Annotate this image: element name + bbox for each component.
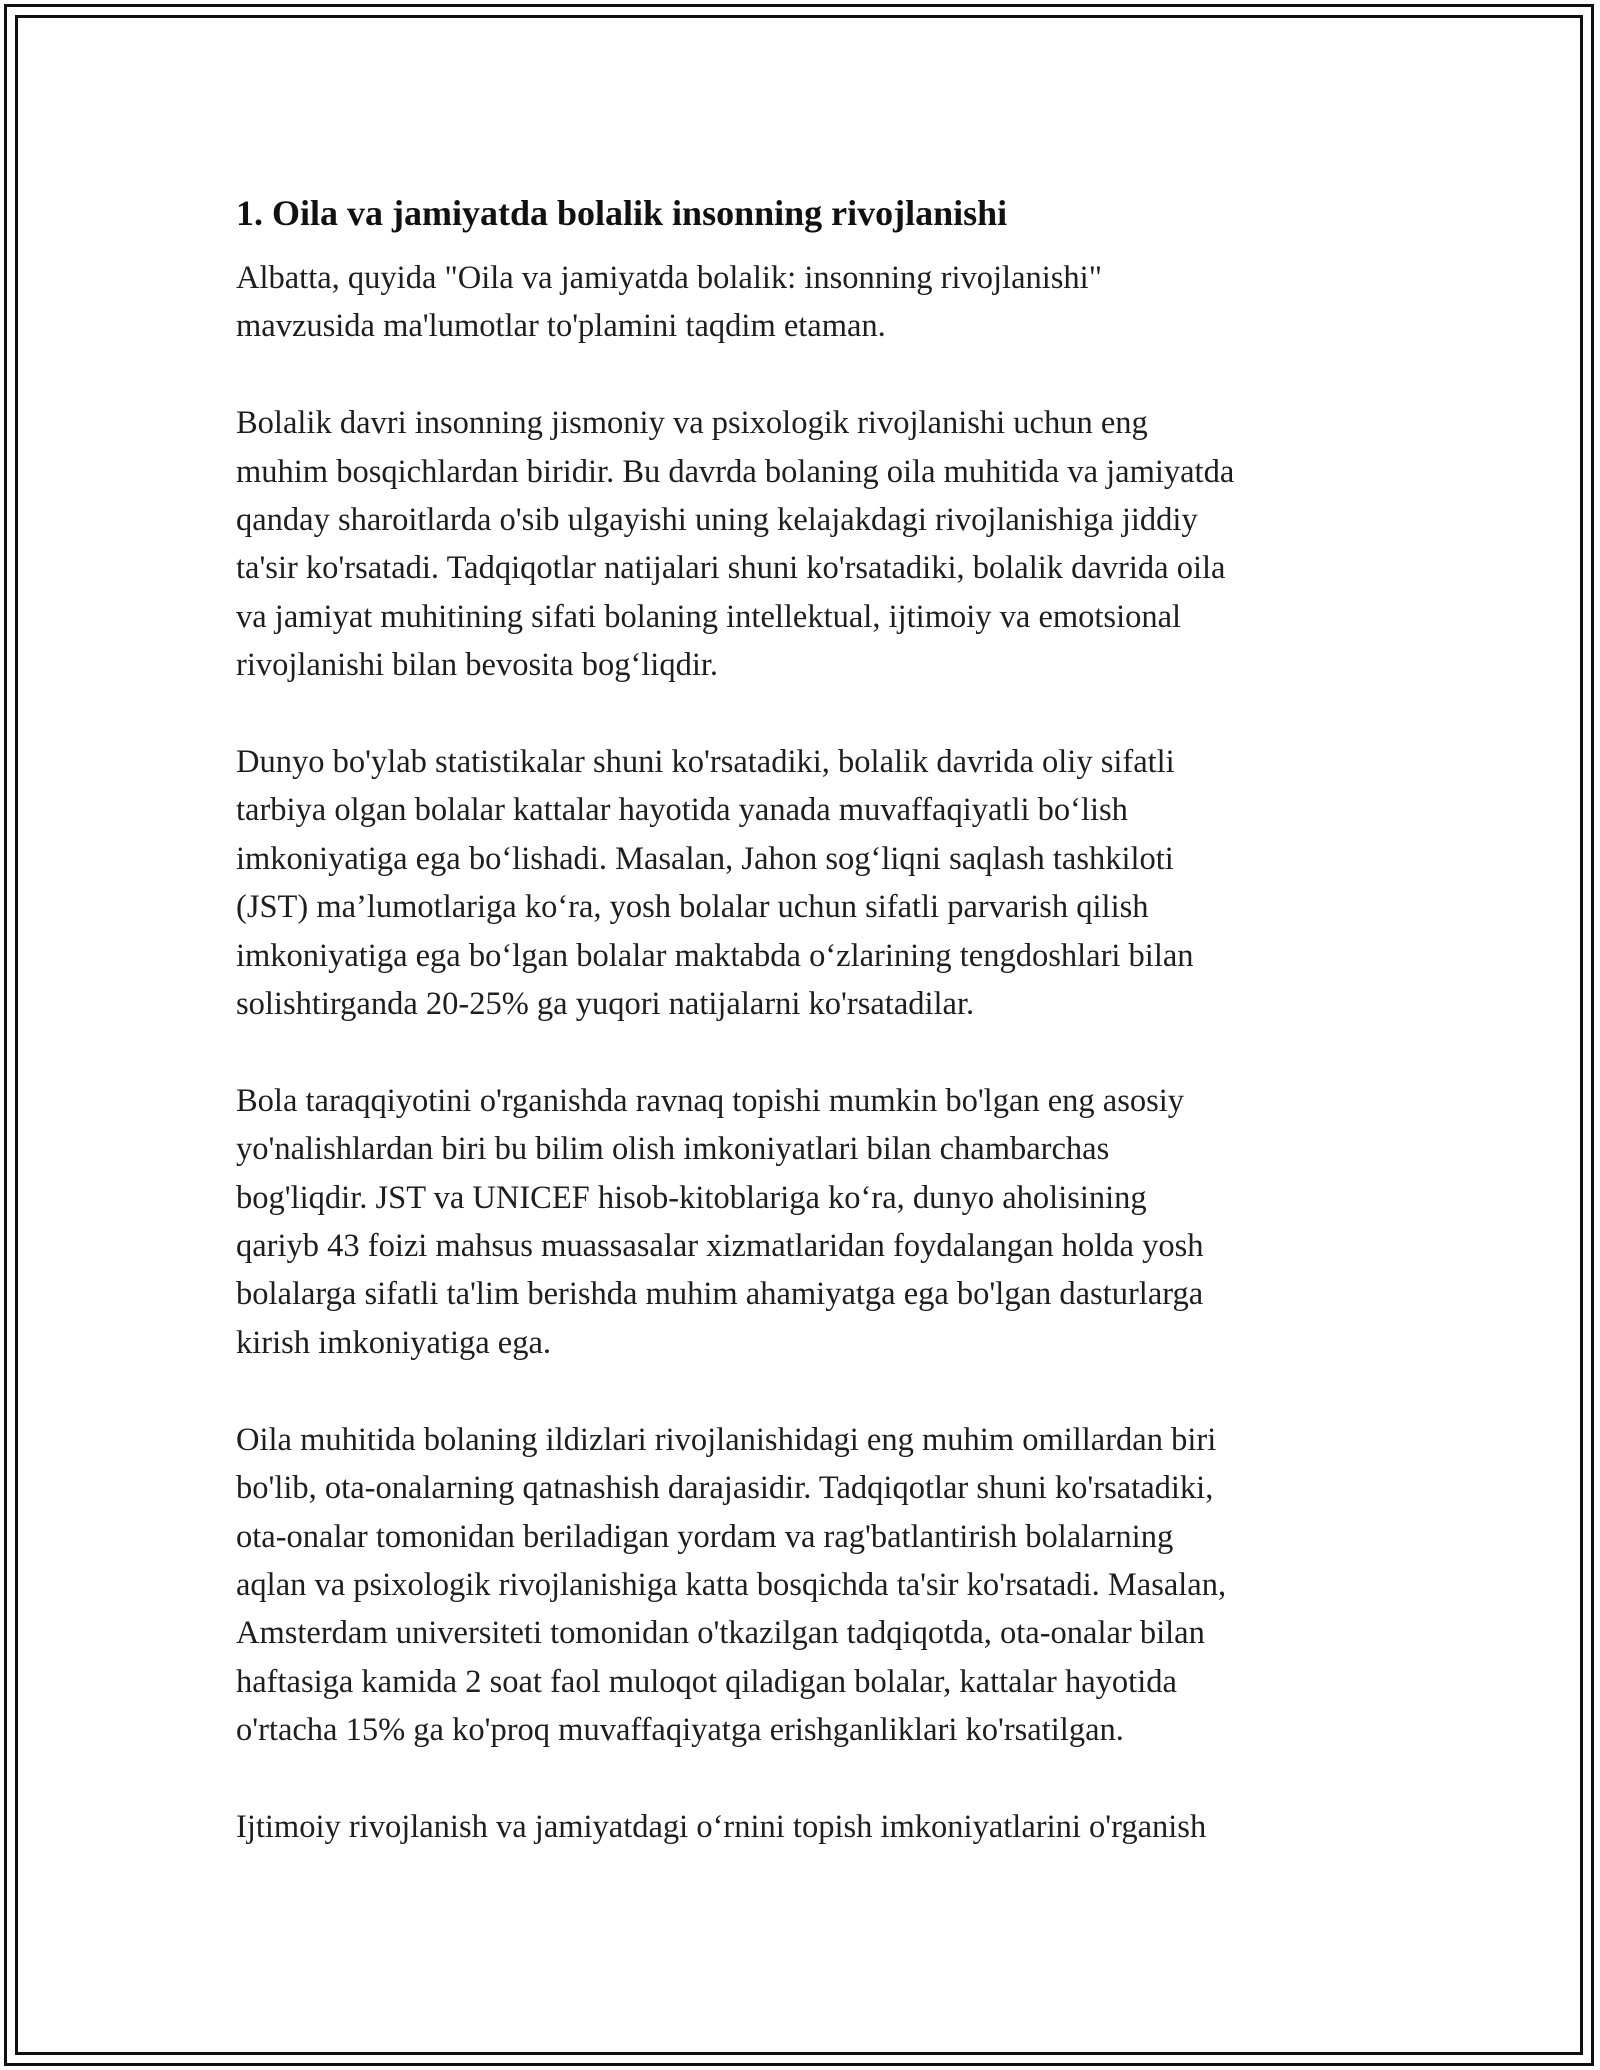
paragraph-education (236, 1077, 1376, 1367)
section-heading: 1. Oila va jamiyatda bolalik insonning rivojlanishi (236, 193, 1008, 233)
text-line: imkoniyatiga ega bo‘lgan bolalar maktabda o‘zlarining tengdoshlari bilan (236, 937, 1194, 974)
text-line: haftasiga kamida 2 soat faol muloqot qiladigan bolalar, kattalar hayotida (236, 1663, 1177, 1700)
text-line: Bolalik davri insonning jismoniy va psixologik rivojlanishi uchun eng (236, 405, 1148, 442)
text-line: kirish imkoniyatiga ega. (236, 1324, 552, 1361)
document-body (236, 186, 1376, 1851)
paragraph-gap (236, 1755, 1376, 1803)
paragraph-gap (236, 690, 1376, 738)
text-line: Oila muhitida bolaning ildizlari rivojlanishidagi eng muhim omillardan biri (236, 1421, 1217, 1458)
paragraph-intro (236, 254, 1376, 351)
text-line: Dunyo bo'ylab statistikalar shuni ko'rsatadiki, bolalik davrida oliy sifatli (236, 744, 1175, 781)
paragraph-childhood-period (236, 399, 1376, 689)
text-line: bolalarga sifatli ta'lim berishda muhim ahamiyatga ega bo'lgan dasturlarga (236, 1276, 1204, 1313)
text-line: o'rtacha 15% ga ko'proq muvaffaqiyatga erishganliklari ko'rsatilgan. (236, 1712, 1124, 1749)
text-line: Ijtimoiy rivojlanish va jamiyatdagi o‘rnini topish imkoniyatlarini o'rganish (236, 1808, 1207, 1845)
text-line: rivojlanishi bilan bevosita bog‘liqdir. (236, 647, 719, 684)
text-line: bog'liqdir. JST va UNICEF hisob-kitoblariga ko‘ra, dunyo aholisining (236, 1179, 1147, 1216)
paragraph-statistics (236, 738, 1376, 1028)
text-line: Albatta, quyida "Oila va jamiyatda bolalik: insonning rivojlanishi" (236, 260, 1102, 296)
text-line: solishtirganda 20-25% ga yuqori natijalarni ko'rsatadilar. (236, 986, 975, 1023)
text-line: va jamiyat muhitining sifati bolaning intellektual, ijtimoiy va emotsional (236, 598, 1182, 635)
text-line: (JST) ma’lumotlariga ko‘ra, yosh bolalar uchun sifatli parvarish qilish (236, 889, 1149, 926)
paragraph-family-environment (236, 1416, 1376, 1755)
paragraph-gap (236, 1028, 1376, 1076)
text-line: ta'sir ko'rsatadi. Tadqiqotlar natijalari shuni ko'rsatadiki, bolalik davrida oila (236, 550, 1226, 587)
paragraph-social-development (236, 1803, 1376, 1851)
text-line: ota-onalar tomonidan beriladigan yordam va rag'batlantirish bolalarning (236, 1518, 1174, 1555)
paragraph-gap (236, 351, 1376, 399)
text-line: bo'lib, ota-onalarning qatnashish darajasidir. Tadqiqotlar shuni ko'rsatadiki, (236, 1470, 1214, 1507)
text-line: yo'nalishlardan biri bu bilim olish imkoniyatlari bilan chambarchas (236, 1131, 1110, 1168)
text-line: muhim bosqichlardan biridir. Bu davrda bolaning oila muhitida va jamiyatda (236, 453, 1235, 490)
text-line: aqlan va psixologik rivojlanishiga katta bosqichda ta'sir ko'rsatadi. Masalan, (236, 1566, 1227, 1603)
text-line: Amsterdam universiteti tomonidan o'tkazilgan tadqiqotda, ota-onalar bilan (236, 1615, 1205, 1652)
text-line: tarbiya olgan bolalar kattalar hayotida yanada muvaffaqiyatli bo‘lish (236, 792, 1128, 829)
paragraph-gap (236, 1367, 1376, 1415)
text-line: mavzusida ma'lumotlar to'plamini taqdim etaman. (236, 308, 886, 345)
text-line: qanday sharoitlarda o'sib ulgayishi uning kelajakdagi rivojlanishiga jiddiy (236, 502, 1198, 539)
text-line: imkoniyatiga ega bo‘lishadi. Masalan, Jahon sog‘liqni saqlash tashkiloti (236, 840, 1174, 877)
text-line: qariyb 43 foizi mahsus muassasalar xizmatlaridan foydalangan holda yosh (236, 1228, 1204, 1265)
text-line: Bola taraqqiyotini o'rganishda ravnaq topishi mumkin bo'lgan eng asosiy (236, 1082, 1185, 1119)
